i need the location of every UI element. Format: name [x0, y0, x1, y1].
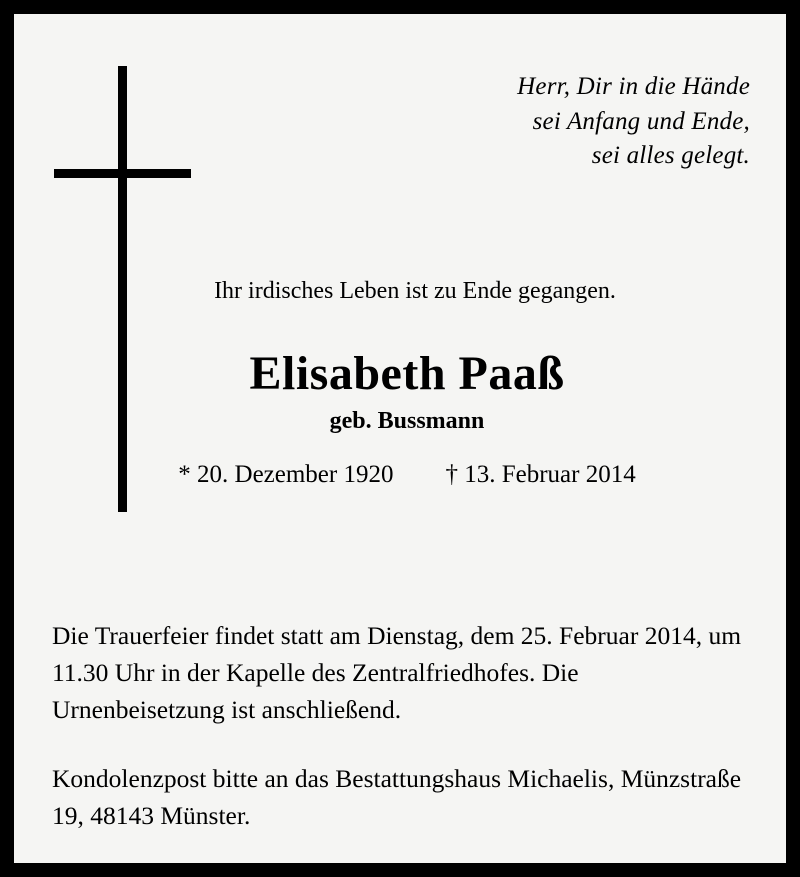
details-block [52, 618, 756, 835]
deceased-block [14, 276, 786, 489]
life-dates [14, 461, 786, 489]
cross-horizontal-bar [54, 169, 191, 178]
death-date: † 13. Februar 2014 [445, 460, 636, 488]
birth-date: * 20. Dezember 1920 [178, 460, 394, 488]
verse-block [330, 70, 750, 174]
condolences-text: Kondolenzpost bitte an das Bestattungshaus Michaelis, Münzstraße 19, 48143 Münster. [52, 763, 742, 830]
deceased-name: Elisabeth Paaß [249, 347, 565, 401]
verse-line-2: sei Anfang und Ende, [532, 107, 750, 135]
lead-line: Ihr irdisches Leben ist zu Ende gegangen. [214, 278, 616, 304]
deceased-maiden-name: geb. Bussmann [329, 407, 485, 434]
ceremony-text: Die Trauerfeier findet statt am Dienstag, dem 25. Februar 2014, um 11.30 Uhr in der Kapelle des Zentralfriedhofes. Die Urnenbeisetzung ist anschließend. [52, 621, 742, 724]
notice-paper [14, 14, 786, 863]
verse-line-1: Herr, Dir in die Hände [517, 73, 750, 100]
verse-line-3: sei alles gelegt. [591, 142, 750, 169]
